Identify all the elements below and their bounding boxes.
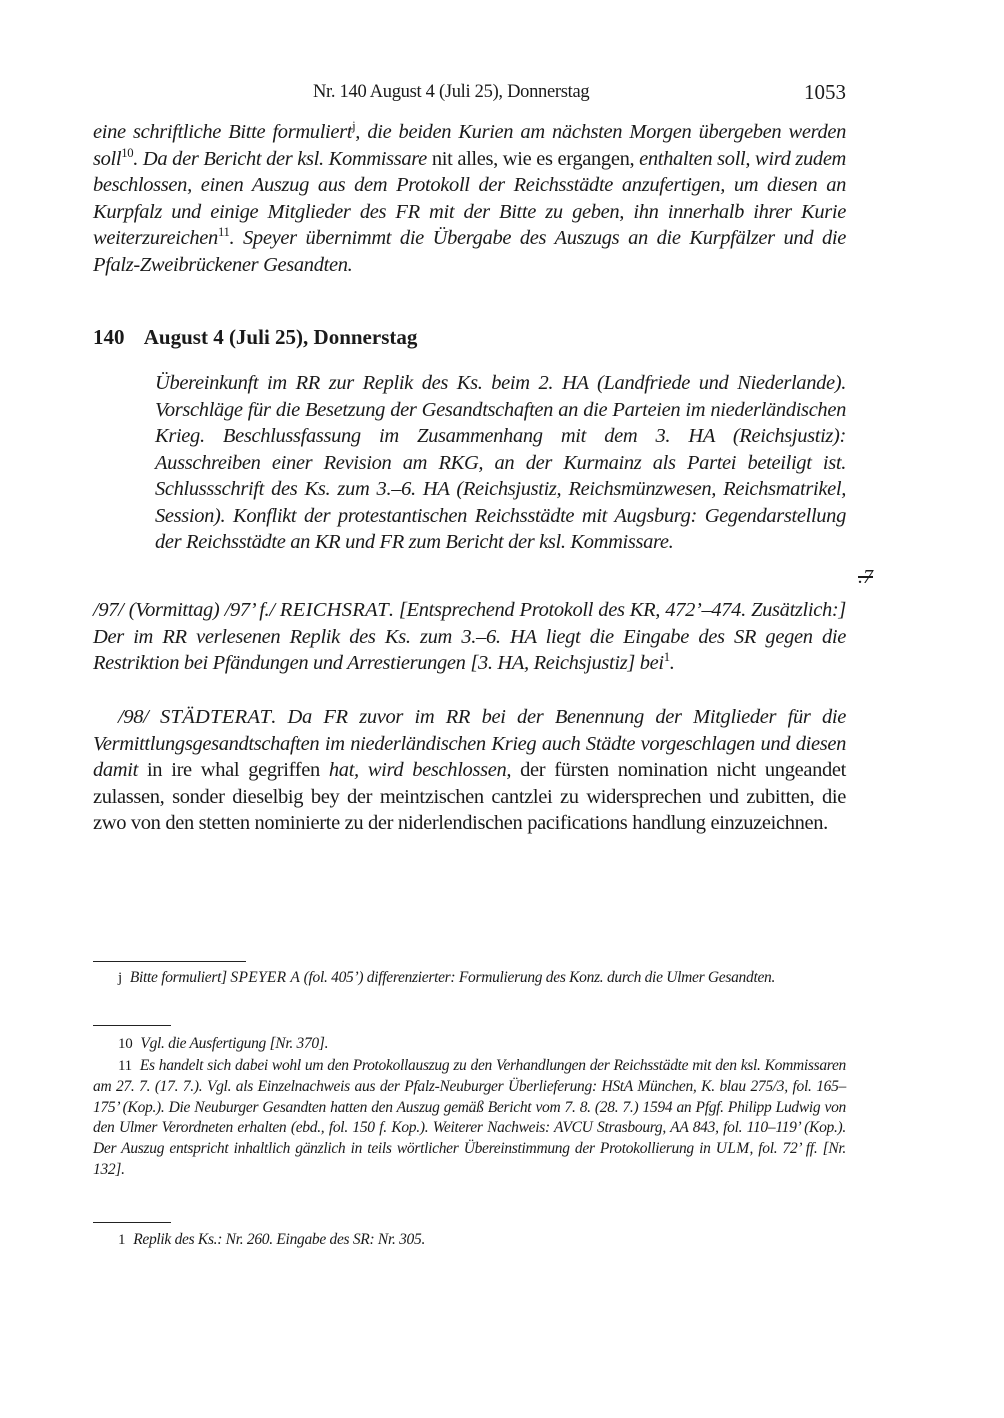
footnote-divider	[93, 1025, 171, 1026]
quoted-text: in ire whal gegriffen	[137, 759, 329, 781]
section-title: August 4 (Juli 25), Donnerstag	[143, 325, 418, 349]
text: , die beiden Kurien am nächsten Morgen übergeben werden soll	[93, 121, 846, 170]
text: hat, wird beschlossen,	[328, 759, 512, 781]
text: , fol. 72’ ff. [Nr. 132].	[93, 1140, 846, 1178]
footnote-j	[93, 968, 846, 989]
source-siglum: SPEYER A	[230, 969, 301, 986]
source-siglum: ULM	[715, 1140, 750, 1158]
quoted-text: nit alles, wie es ergangen,	[426, 147, 635, 170]
curia-name: REICHSRAT	[279, 599, 389, 621]
footnote-ref[interactable]: 1	[663, 650, 670, 665]
margin-note: .7	[858, 566, 873, 588]
text: Bitte formuliert]	[129, 969, 231, 986]
section-heading	[93, 325, 417, 350]
text: Es handelt sich dabei wohl um den Protokollauszug zu den Verhandlungen der Reichsstädte mit den ksl. Kommissaren am 27. 7. (17. 7.). Vgl. als Einzelnachweis aus der Pfalz-Neuburger Überlieferung: HStA München, K. blau 275/3, fol. 165–175’ (Kop.). Die Neuburger Gesandten hatten den Auszug gemäß Bericht vom 7. 8. (28. 7.) 1594 an Pfgf. Philipp Ludwig von den Ulmer Verordneten erhalten (ebd., fol. 150 f. Kop.). Weiterer Nachweis: AVCU Strasbourg, AA 843, fol. 110–119’ (Kop.). Der Auszug entspricht inhaltlich gänzlich in teils wörtlicher Übereinstimmung der Protokollierung in	[93, 1057, 846, 1158]
footnote-ref[interactable]: 11	[217, 225, 230, 240]
running-header	[93, 80, 846, 108]
footnote-divider	[93, 1222, 171, 1223]
text: Vgl. die Ausfertigung [Nr. 370].	[140, 1035, 329, 1052]
footnote-divider	[93, 961, 246, 962]
running-title: Nr. 140 August 4 (Juli 25), Donnerstag	[313, 82, 590, 102]
text: . [Entsprechend Protokoll des KR, 472’–474. Zusätzlich:] Der im RR verlesenen Replik des Ks. zum 3.–6. HA liegt die Eingabe des SR gegen die Restriktion bei Pfändungen und Arrestierungen [3. HA, Reichsjustiz] bei	[93, 599, 846, 674]
text: . Da FR zuvor im RR bei der Benennung der Mitglieder für die Vermittlungsgesandtschaften im niederländischen Krieg auch Städte vorgeschlagen und diesen damit	[93, 706, 846, 781]
footnote-mark: 1	[118, 1232, 126, 1248]
section-number: 140	[93, 325, 125, 349]
footnote-mark: j	[118, 970, 122, 986]
footnote-ref[interactable]: j	[352, 119, 356, 134]
text: Replik des Ks.: Nr. 260. Eingabe des SR: Nr. 305.	[133, 1231, 426, 1248]
intro-paragraph	[93, 119, 846, 278]
text: .	[669, 652, 675, 674]
footnote-1	[93, 1230, 846, 1251]
footnote-mark: 10	[118, 1036, 133, 1052]
quoted-text: der fürsten nomination nicht ungeandet zulassen, sonder dieselbig bey der meintzischen cantzlei zu widersprechen und zubitten, die zwo von den stetten nominierte zu der niderlendischen pacifications handlung einzuzeichnen.	[93, 759, 846, 834]
page-number: 1053	[804, 80, 846, 104]
text: /97/ (Vormittag) /97’ f./	[93, 599, 280, 621]
text: . Speyer übernimmt die Übergabe des Auszugs an die Kurpfälzer und die Pfalz-Zweibrückener Gesandten.	[93, 227, 846, 276]
curia-name: STÄDTERAT	[159, 706, 272, 728]
text: enthalten soll, wird zudem beschlossen, einen Auszug aus dem Protokoll der Reichsstädte anzufertigen, um diesen an Kurpfalz und einige Mitglieder des FR mit der Bitte zu geben, ihn innerhalb ihrer Kurie weiterzureichen	[93, 147, 847, 249]
footnote-mark: 11	[118, 1058, 132, 1074]
footnote-11	[93, 1056, 846, 1181]
text: eine schriftliche Bitte formuliert	[93, 121, 353, 143]
section-summary: Übereinkunft im RR zur Replik des Ks. beim 2. HA (Landfriede und Niederlande). Vorschläge für die Besetzung der Gesandtschaften an die Parteien im niederländischen Krieg. Beschlussfassung im Zusammenhang mit dem 3. HA (Reichsjustiz): Ausschreiben einer Revision am RKG, an der Kurmainz als Partei beteiligt ist. Schlussschrift des Ks. zum 3.–6. HA (Reichsjustiz, Reichsmünzwesen, Reichsmatrikel, Session). Konflikt der protestantischen Reichsstädte mit Augsburg: Gegendarstellung der Reichsstädte an KR und FR zum Bericht der ksl. Kommissare.	[155, 372, 846, 553]
paragraph-reichsrat	[93, 597, 846, 677]
paragraph-staedterat	[93, 704, 846, 837]
footnote-ref[interactable]: 10	[121, 145, 134, 160]
text: (fol. 405’) differenzierter: Formulierung des Konz. durch die Ulmer Gesandten.	[300, 969, 776, 986]
footnote-10	[93, 1034, 846, 1055]
text: /98/	[118, 706, 160, 728]
text: . Da der Bericht der ksl. Kommissare	[133, 147, 427, 170]
